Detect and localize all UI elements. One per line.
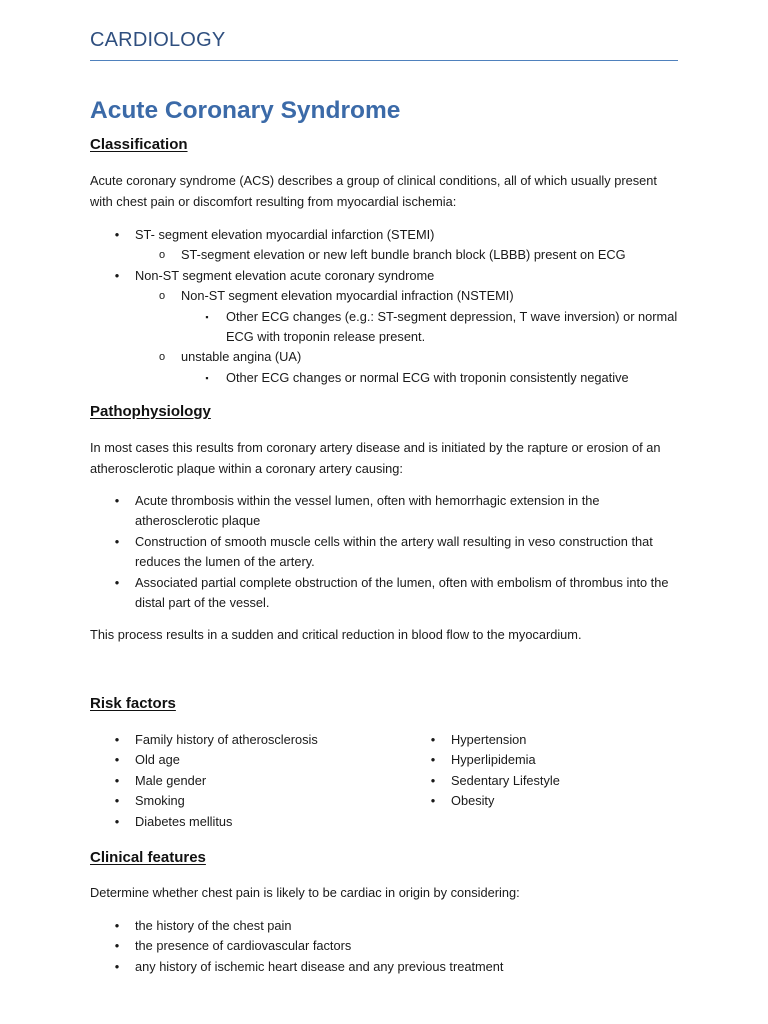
document-title: Acute Coronary Syndrome [90, 97, 401, 124]
bullet-icon: • [430, 772, 436, 788]
list-item-text: Obesity [451, 793, 495, 809]
bullet-icon: • [430, 752, 436, 768]
list-item-text: the history of the chest pain [135, 918, 292, 933]
circle-bullet-icon: o [158, 290, 166, 303]
pathophysiology-conclusion: This process results in a sudden and critical reduction in blood flow to the myocardium. [90, 627, 582, 642]
list-item [90, 791, 390, 811]
list-item [90, 532, 680, 573]
list-item-text: Associated partial complete obstruction of the lumen, often with embolism of thrombus into the distal part of the vessel. [135, 574, 669, 611]
list-item-text: ST- segment elevation myocardial infarction (STEMI) [135, 227, 435, 242]
list-item [90, 307, 680, 348]
bullet-icon: • [114, 813, 120, 829]
list-item-text: Non-ST segment elevation acute coronary syndrome [135, 267, 435, 283]
list-item-text: Old age [135, 752, 180, 768]
list-item [406, 791, 706, 811]
risk-factors-heading: Risk factors [90, 695, 176, 712]
pathophysiology-heading: Pathophysiology [90, 403, 211, 420]
list-item-text: Non-ST segment elevation myocardial infraction (NSTEMI) [181, 288, 514, 304]
list-item-text: Diabetes mellitus [135, 813, 233, 829]
clinical-features-list [90, 916, 680, 977]
pathophysiology-list [90, 491, 680, 613]
list-item-text: Acute thrombosis within the vessel lumen, often with hemorrhagic extension in the atherosclerotic plaque [135, 493, 600, 529]
square-bullet-icon: ▪ [205, 311, 209, 322]
list-item-text: Other ECG changes or normal ECG with troponin consistently negative [226, 369, 629, 385]
pathophysiology-intro: In most cases this results from coronary artery disease and is initiated by the rapture or erosion of an atherosclerotic plaque within a coronary artery causing: [90, 440, 661, 476]
bullet-icon: • [114, 918, 120, 933]
circle-bullet-icon: o [158, 351, 166, 364]
list-item [90, 347, 680, 367]
bullet-icon: • [114, 533, 120, 549]
list-item [90, 957, 680, 977]
list-item-text: Hyperlipidemia [451, 752, 536, 768]
list-item-text: Construction of smooth muscle cells within the artery wall resulting in veso construction that reduces the lumen of the artery. [135, 533, 653, 570]
bullet-icon: • [114, 493, 120, 508]
list-item-text: Smoking [135, 793, 185, 809]
bullet-icon: • [430, 732, 436, 747]
bullet-icon: • [114, 574, 120, 590]
list-item [90, 245, 680, 265]
list-item-text: Male gender [135, 772, 207, 788]
list-item [90, 225, 680, 245]
header-rule [90, 60, 678, 61]
list-item [90, 573, 680, 614]
list-item [90, 368, 680, 388]
list-item-text: Family history of atherosclerosis [135, 732, 318, 747]
clinical-features-heading: Clinical features [90, 849, 206, 866]
bullet-icon: • [114, 227, 120, 242]
classification-intro: Acute coronary syndrome (ACS) describes a group of clinical conditions, all of which usually present with chest pain or discomfort resulting from myocardial ischemia: [90, 173, 657, 209]
list-item [406, 750, 706, 770]
bullet-icon: • [114, 267, 120, 283]
bullet-icon: • [114, 752, 120, 768]
list-item [90, 916, 680, 936]
list-item-text: any history of ischemic heart disease and any previous treatment [135, 958, 504, 974]
list-item [90, 936, 680, 956]
risk-factors-left-column [90, 730, 390, 832]
list-item [90, 266, 680, 286]
risk-factors-list-left [90, 730, 390, 832]
page-header: CARDIOLOGY [90, 29, 226, 51]
list-item [90, 812, 390, 832]
list-item-text: the presence of cardiovascular factors [135, 938, 352, 954]
circle-bullet-icon: o [158, 249, 166, 262]
list-item-text: unstable angina (UA) [181, 349, 302, 365]
clinical-features-intro: Determine whether chest pain is likely to be cardiac in origin by considering: [90, 885, 520, 900]
list-item-text: ST-segment elevation or new left bundle branch block (LBBB) present on ECG [181, 247, 626, 263]
classification-list [90, 225, 680, 388]
bullet-icon: • [430, 793, 436, 809]
risk-factors-right-column [406, 730, 706, 812]
list-item [406, 771, 706, 791]
classification-heading: Classification [90, 136, 188, 153]
list-item [90, 286, 680, 306]
list-item [406, 730, 706, 750]
list-item [90, 750, 390, 770]
bullet-icon: • [114, 793, 120, 809]
list-item [90, 771, 390, 791]
list-item-text: Sedentary Lifestyle [451, 772, 560, 788]
list-item-text: Hypertension [451, 732, 527, 747]
list-item-text: Other ECG changes (e.g.: ST-segment depression, T wave inversion) or normal ECG with troponin release present. [226, 308, 678, 345]
risk-factors-list-right [406, 730, 706, 812]
list-item [90, 491, 680, 532]
bullet-icon: • [114, 938, 120, 954]
square-bullet-icon: ▪ [205, 372, 209, 383]
bullet-icon: • [114, 732, 120, 747]
bullet-icon: • [114, 772, 120, 788]
bullet-icon: • [114, 958, 120, 974]
list-item [90, 730, 390, 750]
